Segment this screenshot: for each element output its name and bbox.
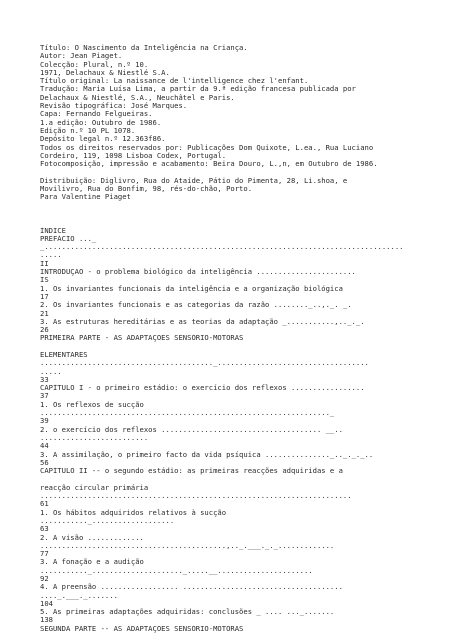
index-line: 39 (40, 417, 49, 426)
distribution-block (40, 177, 438, 202)
index-chapter: CAPÍTULO I - o primeiro estádio: o exercício dos reflexos ................. (40, 384, 365, 393)
index-line: 2. o exercício dos reflexos ..................................... __.. (40, 425, 343, 434)
index-block (40, 227, 438, 634)
index-line: 5. As primeiras adaptações adquiridas: conclusões _ .... ..._....... (40, 608, 335, 617)
index-line: PREFÁCIO ..._ (40, 234, 97, 243)
index-line: ..........._................... (40, 516, 175, 525)
index-line: 63 (40, 525, 49, 534)
index-line: 2. A visão ............. (40, 533, 144, 542)
index-line: 3. As estruturas hereditárias e as teorias da adaptação _...........,.._._. (40, 317, 365, 326)
dedication-line: Para Valentine Piaget (40, 193, 131, 202)
metadata-line: Edição n.º 10 PL 1078. (40, 126, 136, 135)
metadata-line: Título: O Nascimento da Inteligência na Criança. (40, 44, 248, 52)
index-line: 104 (40, 599, 53, 608)
index-line: II (40, 259, 49, 268)
index-line: 56 (40, 458, 49, 467)
index-heading: ÍNDICE (40, 226, 66, 235)
index-line: ........................................................................ (40, 492, 352, 501)
index-line: ..... (40, 251, 62, 260)
index-line: 3. A assimilação, o primeiro facto da vida psíquica ..............._.._._._.. (40, 450, 374, 459)
distribution-line: Distribuição: Diglivro, Rua do Ataíde, Pátio do Pimenta, 28, Li.shoa, e (40, 176, 348, 185)
index-section-heading: SEGUNDA PARTE -- AS ADAPTAÇÕES SENSÓRIO-MOTORAS (40, 624, 244, 633)
index-line: 1. Os hábitos adquiridos relativos à sucção (40, 508, 227, 517)
spacer (40, 475, 438, 483)
spacer (40, 202, 438, 227)
index-line: 92 (40, 575, 49, 583)
metadata-line: Colecção: Plural, n.º 10. (40, 60, 149, 69)
index-line: ...........................................,.._.___._._............. (40, 541, 335, 550)
metadata-block (40, 44, 438, 168)
spacer (40, 343, 438, 351)
index-line: ......................... (40, 433, 149, 442)
metadata-line: Todos os direitos reservados por: Publicações Dom Quixote, L.ea., Rua Luciano (40, 143, 374, 152)
index-line: 44 (40, 442, 49, 451)
index-line: ..................................................................._ (40, 409, 335, 418)
metadata-line: Fotocomposição, impressão e acabamento: Beira Douro, L.,n, em Outubro de 1986. (40, 160, 378, 169)
index-line: ........................................_................................... (40, 359, 369, 368)
index-line: 2. Os invariantes funcionais e as categorias da razão ........_..,._. _. (40, 301, 352, 310)
index-line: 33 (40, 375, 49, 384)
index-line: 26 (40, 326, 49, 335)
spacer (40, 168, 438, 176)
index-section-heading: PRIMEIRA PARTE - AS ADAPTAÇÕES SENSÓRIO-MOTORAS (40, 334, 244, 343)
index-line: 37 (40, 392, 49, 401)
index-line: 1. Os invariantes funcionais da inteligência e a organização biológica (40, 284, 343, 293)
index-line: ...._.___._....... (40, 591, 118, 600)
index-line: 77 (40, 550, 49, 559)
index-line: 1. Os reflexos de sucção (40, 400, 144, 409)
distribution-line: Movilivro, Rua do Bonfim, 98, rés-do-chão, Porto. (40, 185, 253, 194)
metadata-line: Revisão tipográfica: José Marques. (40, 102, 188, 111)
index-line: ..........._....................._.....__...................... (40, 566, 313, 575)
index-line: _................................................................................... (40, 243, 404, 252)
index-line: 3. A fonação e a audição (40, 558, 144, 567)
index-line: ..... (40, 367, 62, 376)
index-line: IS (40, 276, 49, 285)
metadata-line: Cordeiro, 119, 1098 Lisboa Codex, Portugal. (40, 151, 227, 160)
metadata-line: Capa: Fernando Felgueiras. (40, 110, 153, 119)
index-line: reacção circular primária (40, 483, 149, 492)
metadata-line: Depósito legal n.º 12.363f86. (40, 135, 166, 144)
index-chapter: CAPÍTULO II -- o segundo estádio: as primeiras reacções adquiridas e a (40, 467, 343, 476)
metadata-line: 1.a edição: Outubro de 1986. (40, 118, 162, 127)
metadata-line: Título original: La naissance de l'intelligence chez l'enfant. (40, 77, 309, 86)
index-line: 138 (40, 616, 53, 625)
metadata-line: Tradução: Maria Luísa Lima, a partir da 9.ª edição francesa publicada por (40, 85, 356, 94)
index-line: INTRODUÇÃO - o problema biológico da inteligência ....................... (40, 268, 356, 277)
metadata-line: Delachaux & Niestlé, S.A., Neuchâtel e Paris. (40, 93, 235, 102)
index-line: 61 (40, 500, 49, 509)
metadata-line: Autor: Jean Piaget. (40, 52, 123, 61)
index-line: 17 (40, 292, 49, 301)
index-line: 21 (40, 309, 49, 318)
metadata-line: 1971, Delachaux & Niestlé S.A. (40, 68, 170, 77)
index-section-heading: ELEMENTARES (40, 350, 88, 359)
index-line: 4. A preensão .................. ..................................... (40, 583, 343, 592)
